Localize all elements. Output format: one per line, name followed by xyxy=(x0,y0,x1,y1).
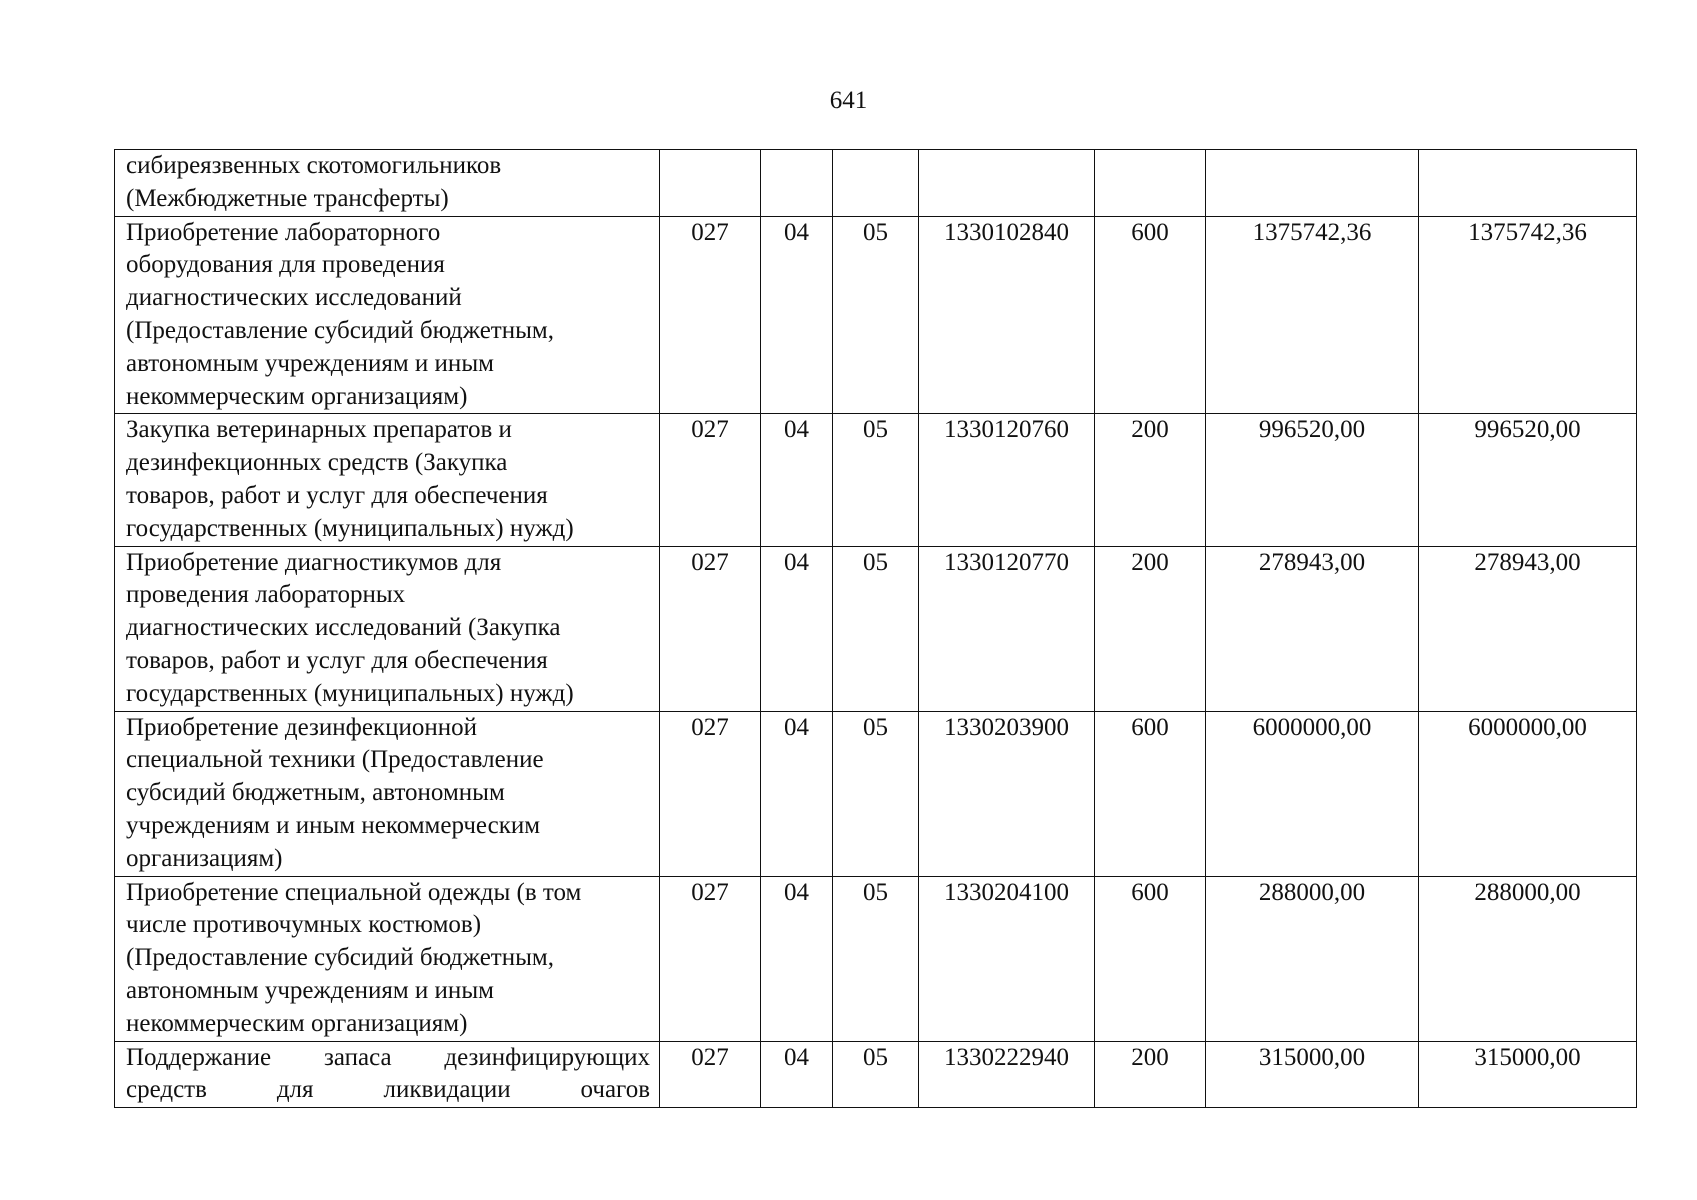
section-code: 04 xyxy=(761,546,833,711)
table-row xyxy=(115,711,1637,876)
grbs-code: 027 xyxy=(660,711,761,876)
description-line: диагностических исследований (Закупка xyxy=(126,614,561,642)
expense-type-code: 600 xyxy=(1095,711,1206,876)
table-row xyxy=(115,546,1637,711)
expense-type-code: 600 xyxy=(1095,876,1206,1041)
description-line: государственных (муниципальных) нужд) xyxy=(126,679,574,707)
grbs-code: 027 xyxy=(660,414,761,546)
description-line: средств для ликвидации очагов xyxy=(126,1076,650,1104)
subsection-code xyxy=(833,150,919,217)
amount-second: 278943,00 xyxy=(1419,546,1637,711)
section-code: 04 xyxy=(761,414,833,546)
description-line: проведения лабораторных xyxy=(126,581,406,609)
description-line: (Предоставление субсидий бюджетным, xyxy=(126,316,554,344)
description-line: учреждениям и иным некоммерческим xyxy=(126,811,541,839)
expense-type-code: 600 xyxy=(1095,216,1206,414)
subsection-code: 05 xyxy=(833,876,919,1041)
amount-first: 315000,00 xyxy=(1206,1041,1419,1108)
description-line: (Межбюджетные трансферты) xyxy=(126,184,449,212)
grbs-code: 027 xyxy=(660,876,761,1041)
amount-second: 1375742,36 xyxy=(1419,216,1637,414)
expense-description xyxy=(115,876,660,1041)
table-row xyxy=(115,216,1637,414)
table-row xyxy=(115,414,1637,546)
description-line: сибиреязвенных скотомогильников xyxy=(126,152,502,179)
description-line: товаров, работ и услуг для обеспечения xyxy=(126,646,548,674)
subsection-code: 05 xyxy=(833,711,919,876)
expense-type-code: 200 xyxy=(1095,1041,1206,1108)
expense-description xyxy=(115,546,660,711)
table-row xyxy=(115,1041,1637,1108)
description-line: Приобретение лабораторного xyxy=(126,218,441,246)
description-line: Поддержание запаса дезинфицирующих xyxy=(126,1043,650,1071)
description-line: организациям) xyxy=(126,844,283,872)
description-line: (Предоставление субсидий бюджетным, xyxy=(126,944,554,972)
description-line: Приобретение диагностикумов для xyxy=(126,548,502,576)
description-line: Приобретение специальной одежды (в том xyxy=(126,878,582,906)
description-line: диагностических исследований xyxy=(126,284,462,312)
table-row xyxy=(115,150,1637,217)
expense-description xyxy=(115,414,660,546)
target-article-code: 1330222940 xyxy=(919,1041,1095,1108)
target-article-code: 1330203900 xyxy=(919,711,1095,876)
description-line: государственных (муниципальных) нужд) xyxy=(126,514,574,542)
expense-description xyxy=(115,711,660,876)
page-number: 641 xyxy=(829,87,868,114)
target-article-code xyxy=(919,150,1095,217)
section-code: 04 xyxy=(761,216,833,414)
expense-description xyxy=(115,216,660,414)
subsection-code: 05 xyxy=(833,546,919,711)
grbs-code: 027 xyxy=(660,1041,761,1108)
grbs-code xyxy=(660,150,761,217)
amount-second: 288000,00 xyxy=(1419,876,1637,1041)
amount-second: 996520,00 xyxy=(1419,414,1637,546)
description-line: дезинфекционных средств (Закупка xyxy=(126,449,508,477)
description-line: числе противочумных костюмов) xyxy=(126,911,482,939)
description-line: оборудования для проведения xyxy=(126,251,445,279)
description-line: товаров, работ и услуг для обеспечения xyxy=(126,481,548,509)
subsection-code: 05 xyxy=(833,216,919,414)
amount-first: 996520,00 xyxy=(1206,414,1419,546)
subsection-code: 05 xyxy=(833,1041,919,1108)
amount-second: 315000,00 xyxy=(1419,1041,1637,1108)
amount-first: 288000,00 xyxy=(1206,876,1419,1041)
description-line: субсидий бюджетным, автономным xyxy=(126,779,505,807)
target-article-code: 1330120760 xyxy=(919,414,1095,546)
grbs-code: 027 xyxy=(660,216,761,414)
section-code: 04 xyxy=(761,876,833,1041)
description-line: Приобретение дезинфекционной xyxy=(126,713,477,741)
amount-first: 6000000,00 xyxy=(1206,711,1419,876)
description-line: автономным учреждениям и иным xyxy=(126,976,494,1004)
target-article-code: 1330120770 xyxy=(919,546,1095,711)
grbs-code: 027 xyxy=(660,546,761,711)
target-article-code: 1330102840 xyxy=(919,216,1095,414)
description-line: автономным учреждениям и иным xyxy=(126,349,494,377)
amount-first: 278943,00 xyxy=(1206,546,1419,711)
description-line: специальной техники (Предоставление xyxy=(126,746,544,774)
description-line: некоммерческим организациям) xyxy=(126,382,468,410)
description-line: Закупка ветеринарных препаратов и xyxy=(126,416,512,444)
subsection-code: 05 xyxy=(833,414,919,546)
amount-second: 6000000,00 xyxy=(1419,711,1637,876)
expense-description xyxy=(115,1041,660,1108)
expense-type-code xyxy=(1095,150,1206,217)
section-code: 04 xyxy=(761,711,833,876)
amount-second xyxy=(1419,150,1637,217)
expense-description xyxy=(115,150,660,217)
expense-type-code: 200 xyxy=(1095,546,1206,711)
section-code: 04 xyxy=(761,1041,833,1108)
section-code xyxy=(761,150,833,217)
description-line: некоммерческим организациям) xyxy=(126,1009,468,1037)
expense-type-code: 200 xyxy=(1095,414,1206,546)
amount-first: 1375742,36 xyxy=(1206,216,1419,414)
amount-first xyxy=(1206,150,1419,217)
budget-table xyxy=(114,149,1637,1108)
table-row xyxy=(115,876,1637,1041)
target-article-code: 1330204100 xyxy=(919,876,1095,1041)
